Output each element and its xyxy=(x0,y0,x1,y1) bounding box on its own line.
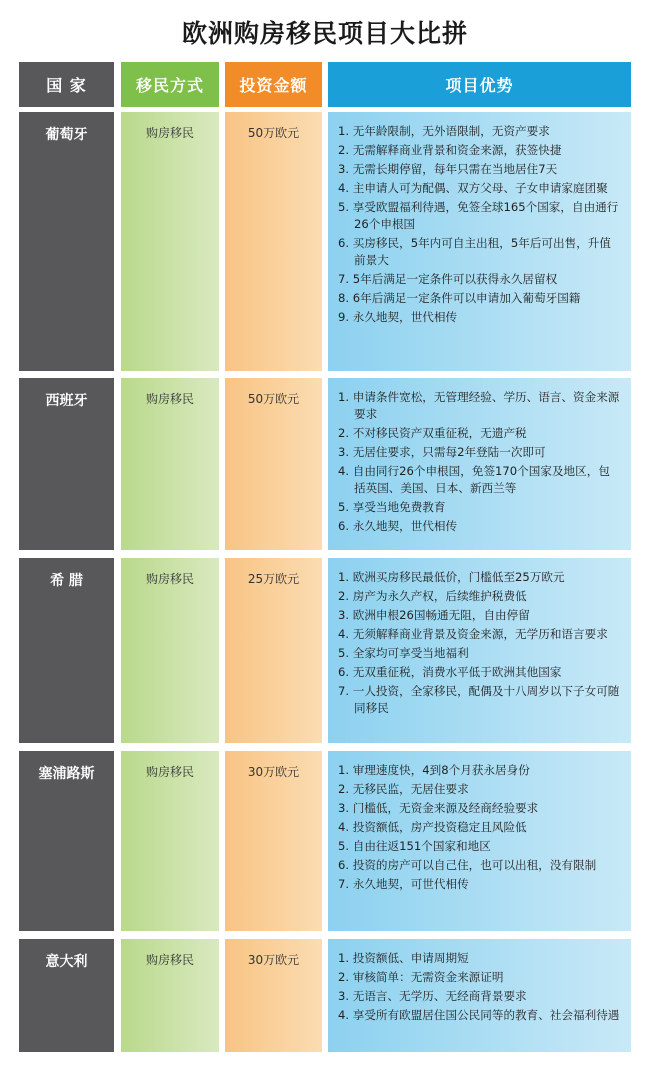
advantage-item: 7. 永久地契，可世代相传 xyxy=(338,877,469,891)
advantage-item: 7. 5年后满足一定条件可以获得永久居留权 xyxy=(338,272,558,286)
header-advantages: 项目优势 xyxy=(328,62,631,107)
advantage-item: 2. 无移民监，无居住要求 xyxy=(338,782,469,796)
advantages-cell xyxy=(328,751,631,931)
amount-cell: 30万欧元 xyxy=(225,751,322,931)
amount-cell: 25万欧元 xyxy=(225,558,322,743)
advantage-item: 4. 享受所有欧盟居住国公民同等的教育、社会福利待遇 xyxy=(338,1008,620,1022)
page-title: 欧洲购房移民项目大比拼 xyxy=(181,19,468,48)
country-cell: 意大利 xyxy=(19,939,114,1052)
advantages-cell xyxy=(328,112,631,371)
method-cell: 购房移民 xyxy=(121,939,219,1052)
method-cell: 购房移民 xyxy=(121,558,219,743)
advantage-item: 1. 投资额低、申请周期短 xyxy=(338,951,469,965)
advantages-cell xyxy=(328,558,631,743)
advantage-item: 1. 申请条件宽松，无管理经验、学历、语言、资金来源要求 xyxy=(338,390,620,421)
advantage-item: 6. 买房移民，5年内可自主出租，5年后可出售，升值前景大 xyxy=(338,236,611,267)
advantages-list xyxy=(338,389,621,535)
advantage-item: 8. 6年后满足一定条件可以申请加入葡萄牙国籍 xyxy=(338,291,581,305)
advantage-item: 1. 审理速度快，4到8个月获永居身份 xyxy=(338,763,530,777)
country-cell: 希 腊 xyxy=(19,558,114,743)
amount-cell: 30万欧元 xyxy=(225,939,322,1052)
advantage-item: 1. 欧洲买房移民最低价，门槛低至25万欧元 xyxy=(338,570,565,584)
advantage-item: 9. 永久地契，世代相传 xyxy=(338,310,458,324)
advantage-item: 5. 享受欧盟福利待遇，免签全球165个国家，自由通行26个申根国 xyxy=(338,200,619,231)
advantage-item: 4. 无须解释商业背景及资金来源，无学历和语言要求 xyxy=(338,627,608,641)
advantage-item: 2. 不对移民资产双重征税，无遗产税 xyxy=(338,426,527,440)
amount-cell: 50万欧元 xyxy=(225,112,322,371)
advantage-item: 3. 无居住要求，只需每2年登陆一次即可 xyxy=(338,445,546,459)
advantages-cell xyxy=(328,378,631,550)
advantage-item: 4. 主申请人可为配偶、双方父母、子女申请家庭团聚 xyxy=(338,181,608,195)
country-cell: 葡萄牙 xyxy=(19,112,114,371)
advantages-list xyxy=(338,950,621,1024)
advantage-item: 3. 门槛低，无资金来源及经商经验要求 xyxy=(338,801,539,815)
advantage-item: 1. 无年龄限制，无外语限制，无资产要求 xyxy=(338,124,550,138)
advantage-item: 2. 房产为永久产权，后续维护税费低 xyxy=(338,589,527,603)
advantage-item: 6. 投资的房产可以自己住，也可以出租，没有限制 xyxy=(338,858,597,872)
advantages-list xyxy=(338,762,621,893)
advantage-item: 2. 审核简单：无需资金来源证明 xyxy=(338,970,504,984)
header-country: 国 家 xyxy=(19,62,114,107)
method-cell: 购房移民 xyxy=(121,751,219,931)
advantage-item: 3. 无语言、无学历、无经商背景要求 xyxy=(338,989,527,1003)
country-cell: 西班牙 xyxy=(19,378,114,550)
country-cell: 塞浦路斯 xyxy=(19,751,114,931)
advantages-list xyxy=(338,123,621,326)
advantage-item: 4. 投资额低，房产投资稳定且风险低 xyxy=(338,820,527,834)
amount-cell: 50万欧元 xyxy=(225,378,322,550)
method-cell: 购房移民 xyxy=(121,378,219,550)
advantage-item: 6. 永久地契，世代相传 xyxy=(338,519,458,533)
header-amount: 投资金额 xyxy=(225,62,322,107)
advantage-item: 3. 无需长期停留，每年只需在当地居住7天 xyxy=(338,162,558,176)
advantage-item: 5. 全家均可享受当地福利 xyxy=(338,646,469,660)
advantage-item: 5. 自由往返151个国家和地区 xyxy=(338,839,491,853)
advantage-item: 5. 享受当地免费教育 xyxy=(338,500,446,514)
method-cell: 购房移民 xyxy=(121,112,219,371)
advantage-item: 2. 无需解释商业背景和资金来源，获签快捷 xyxy=(338,143,562,157)
advantage-item: 6. 无双重征税，消费水平低于欧洲其他国家 xyxy=(338,665,562,679)
advantage-item: 4. 自由同行26个申根国，免签170个国家及地区，包括英国、美国、日本、新西兰等 xyxy=(338,464,610,495)
advantage-item: 7. 一人投资，全家移民，配偶及十八周岁以下子女可随同移民 xyxy=(338,684,620,715)
advantages-list xyxy=(338,569,621,717)
header-method: 移民方式 xyxy=(121,62,219,107)
advantages-cell xyxy=(328,939,631,1052)
advantage-item: 3. 欧洲申根26国畅通无阻，自由停留 xyxy=(338,608,530,622)
